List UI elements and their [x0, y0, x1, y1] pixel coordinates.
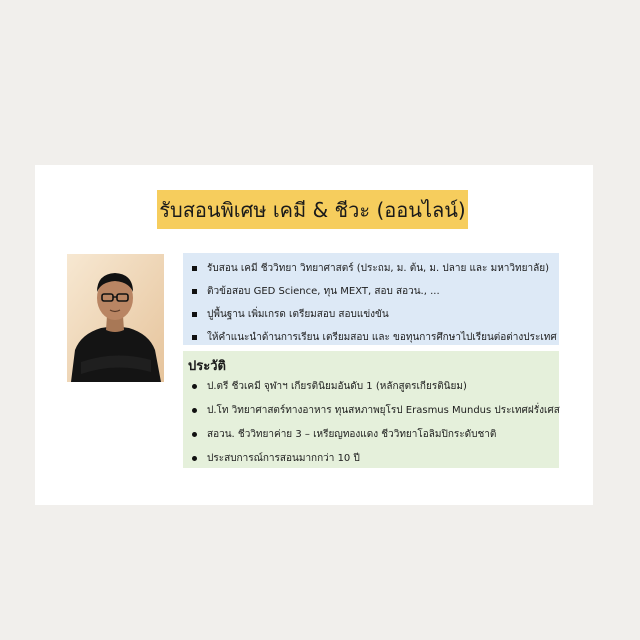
round-bullet-icon	[192, 408, 197, 413]
round-bullet-icon	[192, 432, 197, 437]
services-list	[183, 253, 559, 349]
square-bullet-icon	[192, 266, 197, 271]
round-bullet-icon	[192, 456, 197, 461]
service-text: ให้คำแนะนำด้านการเรียน เตรียมสอบ และ ขอทุนการศึกษาไปเรียนต่อต่างประเทศ	[207, 332, 557, 343]
page-title: รับสอนพิเศษ เคมี & ชีวะ (ออนไลน์)	[157, 190, 468, 229]
history-list	[183, 374, 559, 470]
person-portrait-image	[67, 254, 164, 382]
list-item	[183, 374, 559, 398]
list-item	[183, 422, 559, 446]
list-item	[183, 280, 559, 303]
service-text: ติวข้อสอบ GED Science, ทุน MEXT, สอบ สอวน., ...	[207, 286, 440, 297]
list-item	[183, 446, 559, 470]
services-panel	[183, 253, 559, 345]
list-item	[183, 326, 559, 349]
list-item	[183, 257, 559, 280]
history-panel	[183, 351, 559, 468]
service-text: รับสอน เคมี ชีววิทยา วิทยาศาสตร์ (ประถม, ม. ต้น, ม. ปลาย และ มหาวิทยาลัย)	[207, 263, 549, 274]
tutor-photo	[67, 254, 164, 382]
tutor-slide	[35, 165, 593, 505]
square-bullet-icon	[192, 335, 197, 340]
history-text: ป.ตรี ชีวเคมี จุฬาฯ เกียรตินิยมอันดับ 1 (หลักสูตรเกียรตินิยม)	[207, 380, 467, 392]
history-text: ประสบการณ์การสอนมากกว่า 10 ปี	[207, 452, 360, 464]
history-text: สอวน. ชีววิทยาค่าย 3 – เหรียญทองแดง ชีววิทยาโอลิมปิกระดับชาติ	[207, 428, 497, 440]
history-text: ป.โท วิทยาศาสตร์ทางอาหาร ทุนสหภาพยุโรป Erasmus Mundus ประเทศฝรั่งเศส	[207, 404, 560, 416]
list-item	[183, 398, 559, 422]
history-heading: ประวัติ	[188, 359, 226, 374]
square-bullet-icon	[192, 312, 197, 317]
list-item	[183, 303, 559, 326]
service-text: ปูพื้นฐาน เพิ่มเกรด เตรียมสอบ สอบแข่งขัน	[207, 309, 389, 320]
round-bullet-icon	[192, 384, 197, 389]
square-bullet-icon	[192, 289, 197, 294]
